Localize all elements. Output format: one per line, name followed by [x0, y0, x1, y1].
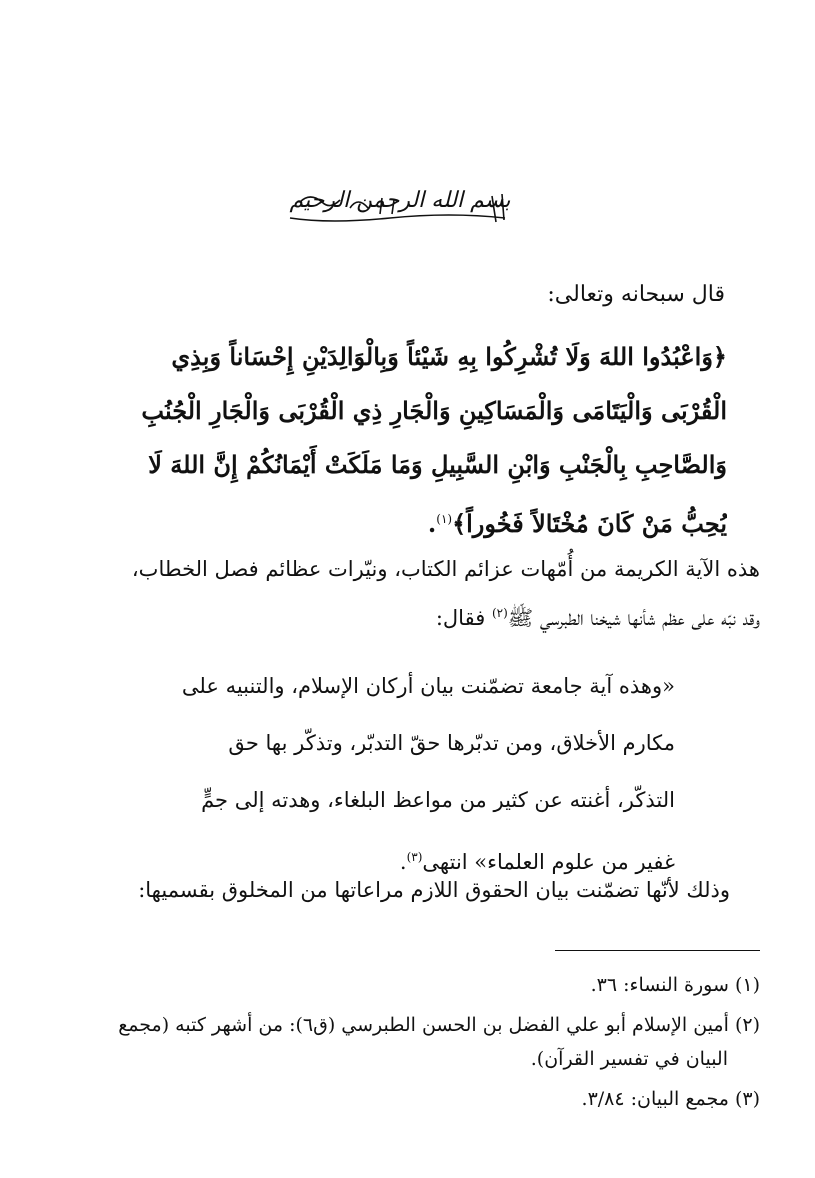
paragraph-2: وذلك لأنّها تضمّنت بيان الحقوق اللازم مراعاتها من المخلوق بقسميها:	[138, 878, 730, 902]
paragraph-1	[50, 547, 760, 640]
verse-line: وَالصَّاحِبِ بِالْجَنْبِ وَابْنِ السَّبِيلِ وَمَا مَلَكَتْ أَيْمَانُكُمْ إِنَّ اللهَ لَا	[148, 450, 727, 479]
footnote-1	[50, 968, 760, 1002]
quote-end-mark: .	[399, 850, 407, 874]
footnote-ref-1: (١)	[436, 512, 453, 526]
footnotes	[50, 968, 760, 1122]
footnote-text: مجمع البيان: ٣/٨٤.	[581, 1088, 729, 1110]
footnote-line: البيان في تفسير القرآن).	[530, 1048, 728, 1070]
verse-line-text: يُحِبُّ مَنْ كَانَ مُخْتَالاً فَخُوراً﴾	[452, 509, 727, 538]
footnote-line	[50, 968, 760, 1002]
basmala-text: بسم الله الرحمن الرحيم	[289, 188, 511, 213]
basmala-calligraphy	[270, 178, 530, 238]
footnote-number: (٣)	[734, 1088, 760, 1110]
quote-line: «وهذه آية جامعة تضمّنت بيان أركان الإسلام، والتنبيه على	[181, 674, 675, 698]
verse-line: ﴿وَاعْبُدُوا اللهَ وَلَا تُشْرِكُوا بِهِ شَيْئاً وَبِالْوَالِدَيْنِ إِحْسَاناً وَبِذِي	[171, 342, 727, 371]
footnote-line	[50, 1008, 760, 1042]
footnote-3	[50, 1082, 760, 1116]
paragraph-line: هذه الآية الكريمة من أُمّهات عزائم الكتاب، ونيّرات عظائم فصل الخطاب،	[131, 557, 760, 581]
paragraph-text: وقد نبّه على عظم شأنها شيخنا الطبرسي	[539, 606, 760, 630]
paragraph-line	[50, 591, 760, 640]
verse-line: الْقُرْبَى وَالْيَتَامَى وَالْمَسَاكِينِ وَالْجَارِ ذِي الْقُرْبَى وَالْجَارِ الْجُنُبِ	[141, 396, 727, 425]
verse-line	[87, 492, 727, 551]
quote-line: التذكّر، أغنته عن كثير من مواعظ البلغاء، وهدته إلى جمٍّ	[201, 788, 675, 812]
footnote-2	[50, 1008, 760, 1076]
quote-line-text: غفير من علوم العلماء» انتهى	[422, 850, 675, 874]
footnote-number: (٢)	[734, 1014, 760, 1036]
verse-end-mark: .	[427, 509, 437, 538]
honorific-symbol: ﷺ	[507, 606, 534, 630]
block-quote	[135, 658, 675, 891]
quranic-verse	[87, 330, 727, 551]
footnote-text: سورة النساء: ٣٦.	[590, 974, 729, 996]
intro-line: قال سبحانه وتعالى:	[547, 282, 725, 307]
footnote-ref-3: (٣)	[406, 850, 423, 864]
paragraph-text: فقال:	[435, 606, 486, 630]
footnote-separator	[555, 950, 760, 951]
footnote-text: أمين الإسلام أبو علي الفضل بن الحسن الطبرسي (ق٦): من أشهر كتبه (مجمع	[118, 1014, 729, 1036]
footnote-number: (١)	[734, 974, 760, 996]
footnote-ref-2: (٢)	[491, 606, 508, 620]
quote-line: مكارم الأخلاق، ومن تدبّرها حقّ التدبّر، وتذكّر بها حق	[228, 731, 675, 755]
footnote-line	[50, 1082, 760, 1116]
